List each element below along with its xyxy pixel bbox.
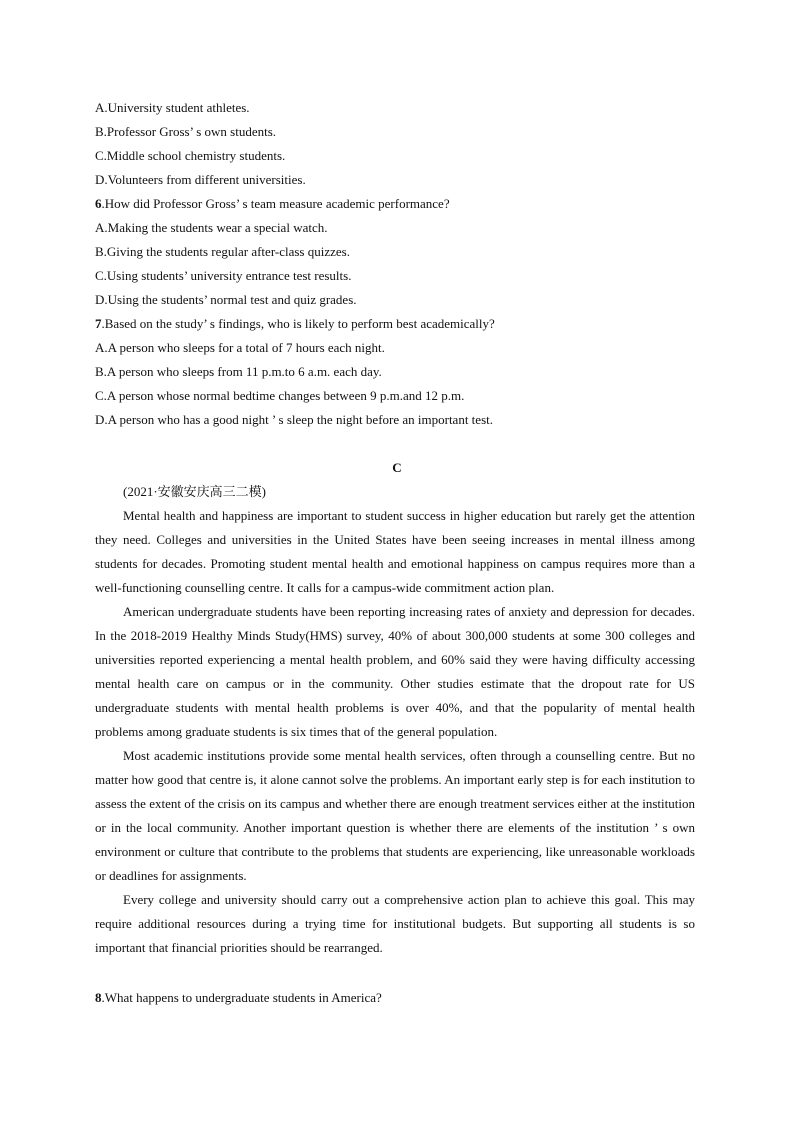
q7-option-a: A.A person who sleeps for a total of 7 hours each night. — [95, 340, 385, 355]
section-heading: C — [392, 460, 402, 475]
q8-number: 8 — [95, 990, 102, 1005]
passage-paragraph: Mental health and happiness are important to student success in higher education but rarely get the attention they need. Colleges and universities in the United States have been seeing increases in mental illness among students for decades. Promoting student mental health and emotional happiness on campus requires more than a well-functioning counselling centre. It calls for a campus-wide commitment action plan. — [95, 508, 695, 595]
q7-number: 7 — [95, 316, 102, 331]
passage-paragraph: Most academic institutions provide some mental health services, often through a counselling centre. But no matter how good that centre is, it alone cannot solve the problems. An important early step is for each institution to assess the extent of the crisis on its campus and whether there are enough treatment services either at the institution or in the local community. Another important question is whether there are elements of the institution ’ s own environment or culture that contribute to the problems that students are experiencing, like unreasonable workloads or deadlines for assignments. — [95, 748, 695, 883]
passage-body — [95, 504, 695, 960]
q7-stem: .Based on the study’ s findings, who is likely to perform best academically? — [101, 316, 495, 331]
q6-option-a: A.Making the students wear a special watch. — [95, 220, 328, 235]
passage-paragraph: Every college and university should carry out a comprehensive action plan to achieve this goal. This may require additional resources during a trying time for institutional budgets. But supporting all students is so important that financial priorities should be rearranged. — [95, 892, 695, 955]
q6-question — [95, 196, 450, 212]
q7-question — [95, 316, 495, 332]
q5-option-a: A.University student athletes. — [95, 100, 250, 115]
q7-option-c: C.A person whose normal bedtime changes between 9 p.m.and 12 p.m. — [95, 388, 465, 403]
q5-option-c: C.Middle school chemistry students. — [95, 148, 286, 163]
q8-question — [95, 990, 382, 1006]
q6-option-c: C.Using students’ university entrance test results. — [95, 268, 352, 283]
passage-source: (2021·安徽安庆高三二模) — [123, 484, 266, 499]
q8-stem: .What happens to undergraduate students in America? — [101, 990, 382, 1005]
q5-option-b: B.Professor Gross’ s own students. — [95, 124, 277, 139]
q6-option-b: B.Giving the students regular after-class quizzes. — [95, 244, 350, 259]
q5-option-d: D.Volunteers from different universities. — [95, 172, 306, 187]
q6-number: 6 — [95, 196, 102, 211]
q6-stem: .How did Professor Gross’ s team measure academic performance? — [101, 196, 450, 211]
q6-option-d: D.Using the students’ normal test and quiz grades. — [95, 292, 357, 307]
q7-option-d: D.A person who has a good night ’ s sleep the night before an important test. — [95, 412, 493, 427]
q7-option-b: B.A person who sleeps from 11 p.m.to 6 a.m. each day. — [95, 364, 382, 379]
passage-paragraph: American undergraduate students have been reporting increasing rates of anxiety and depression for decades. In the 2018-2019 Healthy Minds Study(HMS) survey, 40% of about 300,000 students at some 300 colleges and universities reported experiencing a mental health problem, and 60% said they were having difficulty accessing mental health care on campus or in the community. Other studies estimate that the dropout rate for US undergraduate students with mental health problems is over 40%, and that the popularity of mental health problems among graduate students is six times that of the general population. — [95, 604, 695, 739]
